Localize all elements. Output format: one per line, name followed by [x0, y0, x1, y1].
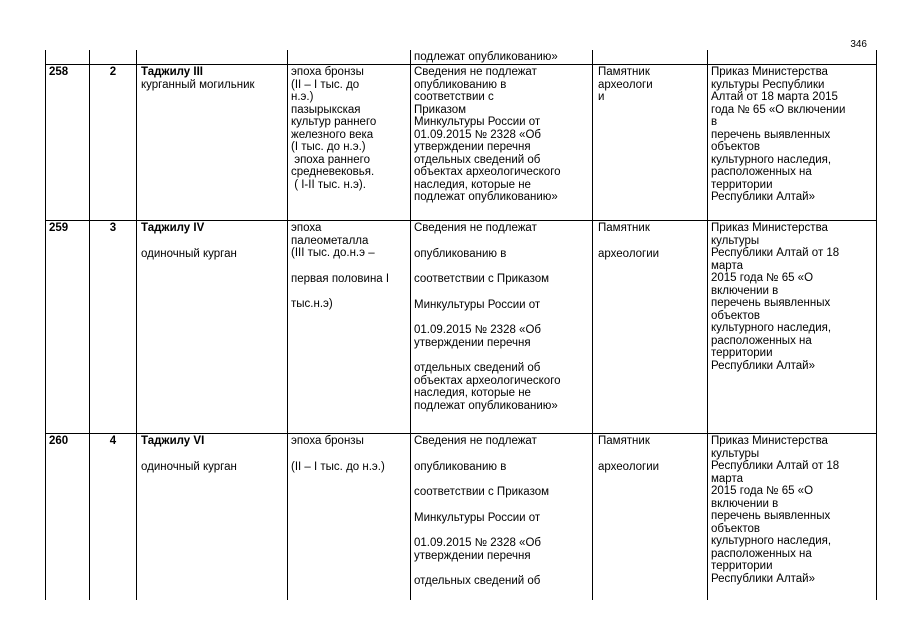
cell-line: расположенных на — [711, 547, 812, 560]
cell-line — [598, 235, 706, 248]
cell-line: (II – I тыс. до н.э.) — [291, 460, 385, 473]
cell-line: Республики Алтай» — [711, 359, 816, 372]
cell-line — [598, 448, 706, 461]
row-name: Таджилу VI — [141, 435, 205, 447]
row-period — [291, 222, 409, 311]
cell-line — [414, 260, 591, 273]
cell-line: утверждении перечня — [414, 141, 531, 153]
row-info — [414, 66, 591, 204]
cell-line: утверждении перечня — [414, 336, 531, 349]
cell-line: эпоха бронзы — [291, 66, 364, 78]
cell-line: ( I-II тыс. н.э). — [291, 178, 366, 191]
cell-line: года № 65 «О включении — [711, 103, 846, 116]
row-period — [291, 435, 409, 473]
cell-line: Республики Алтай» — [711, 572, 816, 585]
cell-line: (I тыс. до н.э.) — [291, 141, 366, 153]
cell-line: одиночный курган — [141, 461, 237, 473]
cell-line: Памятник — [598, 66, 650, 78]
cell-line: Минкультуры России от — [414, 511, 541, 524]
cell-line — [414, 349, 591, 362]
cell-line: перечень выявленных — [711, 297, 831, 309]
row-sub: 2 — [109, 66, 117, 78]
row-category — [598, 435, 706, 473]
cell-line: первая половина I — [291, 272, 390, 285]
cell-line — [414, 235, 591, 248]
cell-line: соответствии с Приказом — [414, 273, 550, 285]
cell-line: марта — [711, 259, 743, 272]
cell-line: археологи — [598, 78, 653, 91]
cell-line: средневековья. — [291, 166, 375, 178]
cell-line: культуры — [711, 234, 760, 247]
cell-line: эпоха раннего — [291, 153, 370, 166]
cell-line: опубликованию в — [414, 78, 507, 91]
cell-line: н.э.) — [291, 91, 314, 103]
cell-line — [414, 286, 591, 299]
cell-line — [291, 260, 409, 273]
cell-line: Приказ Министерства — [711, 222, 828, 234]
cell-line: эпоха — [291, 222, 322, 234]
cell-line: культурного наследия, — [711, 535, 832, 547]
cell-line: одиночный курган — [141, 248, 237, 260]
cell-line: археологии — [598, 460, 660, 473]
cell-line: объектов — [711, 522, 760, 535]
row-name: Таджилу IV — [141, 222, 205, 234]
row-num: 259 — [49, 222, 69, 234]
cell-line: перечень выявленных — [711, 128, 831, 141]
row-order — [711, 66, 876, 204]
cell-line: железного века — [291, 128, 374, 141]
cell-line: перечень выявленных — [711, 510, 831, 522]
cell-line: (III тыс. до.н.э – — [291, 247, 375, 259]
cell-line: опубликованию в — [414, 460, 507, 473]
cell-line — [414, 499, 591, 512]
cell-line: объектов — [711, 141, 760, 153]
cell-line: культурного наследия, — [711, 153, 832, 166]
row-num: 260 — [49, 435, 69, 447]
row-period — [291, 66, 409, 191]
cell-line: Республики Алтай от 18 — [711, 460, 840, 472]
cell-line: 2015 года № 65 «О — [711, 272, 814, 284]
cell-line: объектов — [711, 309, 760, 322]
cell-line — [414, 562, 591, 575]
cell-line: культур раннего — [291, 116, 377, 128]
row-sub: 4 — [109, 435, 117, 447]
cell-line: курганный могильник — [141, 79, 255, 91]
cell-line: объектах археологического — [414, 374, 561, 387]
cell-line: археологии — [598, 247, 660, 260]
cell-line: Памятник — [598, 435, 650, 447]
cell-line: Сведения не подлежат — [414, 435, 537, 447]
cell-line: культурного наследия, — [711, 322, 832, 334]
row-num: 258 — [49, 66, 69, 78]
row-category — [598, 66, 706, 104]
cell-line: Приказ Министерства — [711, 435, 828, 447]
cell-line: в — [711, 116, 718, 128]
row-order — [711, 222, 876, 372]
cell-line — [414, 448, 591, 461]
cell-line — [414, 473, 591, 486]
cell-line: отдельных сведений об — [414, 362, 541, 374]
cell-line: территории — [711, 347, 773, 359]
cell-line: подлежат опубликованию» — [414, 191, 558, 203]
cell-line: Республики Алтай» — [711, 191, 816, 203]
cell-line: Приказом — [414, 103, 467, 116]
row-kind — [141, 448, 286, 474]
cell-line — [141, 235, 286, 248]
cell-line: Приказ Министерства — [711, 66, 828, 78]
cell-line: тыс.н.э) — [291, 298, 333, 310]
cell-line: соответствии с — [414, 91, 494, 103]
cell-line: включении в — [711, 284, 779, 297]
cell-line: эпоха бронзы — [291, 435, 364, 447]
cell-line: соответствии с Приказом — [414, 486, 550, 498]
page-number: 346 — [850, 39, 867, 50]
cell-line: отдельных сведений об — [414, 575, 541, 587]
row-name: Таджилу III — [141, 66, 203, 78]
row-kind — [141, 79, 286, 92]
cell-line: включении в — [711, 497, 779, 510]
cell-line — [141, 448, 286, 461]
cell-line: 2015 года № 65 «О — [711, 485, 814, 497]
row-kind — [141, 235, 286, 261]
cell-line: наследия, которые не — [414, 178, 531, 191]
row-order — [711, 435, 876, 585]
cell-line: Республики Алтай от 18 — [711, 247, 840, 259]
cell-line: подлежат опубликованию» — [414, 399, 558, 412]
cell-line: территории — [711, 560, 773, 572]
cell-line: культуры Республики — [711, 78, 825, 91]
cell-line: Минкультуры России от — [414, 116, 541, 128]
cell-line: отдельных сведений об — [414, 153, 541, 166]
cell-line: утверждении перечня — [414, 549, 531, 562]
cell-line: культуры — [711, 447, 760, 460]
cell-line: (II – I тыс. до — [291, 78, 360, 91]
cell-line: палеометалла — [291, 234, 369, 247]
cell-line: Сведения не подлежат — [414, 66, 537, 78]
cell-line: опубликованию в — [414, 247, 507, 260]
cell-line — [414, 311, 591, 324]
row-sub: 3 — [109, 222, 117, 234]
cell-line — [414, 524, 591, 537]
cell-line: Сведения не подлежат — [414, 222, 537, 234]
cell-line: и — [598, 91, 605, 103]
cell-line: 01.09.2015 № 2328 «Об — [414, 324, 541, 336]
cell-line: объектах археологического — [414, 166, 561, 178]
cell-line: пазырыкская — [291, 103, 361, 116]
row-info — [414, 222, 591, 412]
cell-line: 01.09.2015 № 2328 «Об — [414, 128, 541, 141]
cell-line: расположенных на — [711, 334, 812, 347]
row-category — [598, 222, 706, 260]
cell-line — [291, 285, 409, 298]
cell-line: Алтай от 18 марта 2015 — [711, 91, 838, 103]
row-info — [414, 435, 591, 588]
cell-line: Памятник — [598, 222, 650, 234]
cell-line: территории — [711, 178, 773, 191]
cell-line: наследия, которые не — [414, 387, 531, 399]
cell-line: марта — [711, 472, 743, 485]
continuation-text: подлежат опубликованию» — [414, 51, 558, 63]
cell-line: расположенных на — [711, 166, 812, 178]
cell-line: 01.09.2015 № 2328 «Об — [414, 537, 541, 549]
cell-line — [291, 448, 409, 461]
cell-line: Минкультуры России от — [414, 298, 541, 311]
